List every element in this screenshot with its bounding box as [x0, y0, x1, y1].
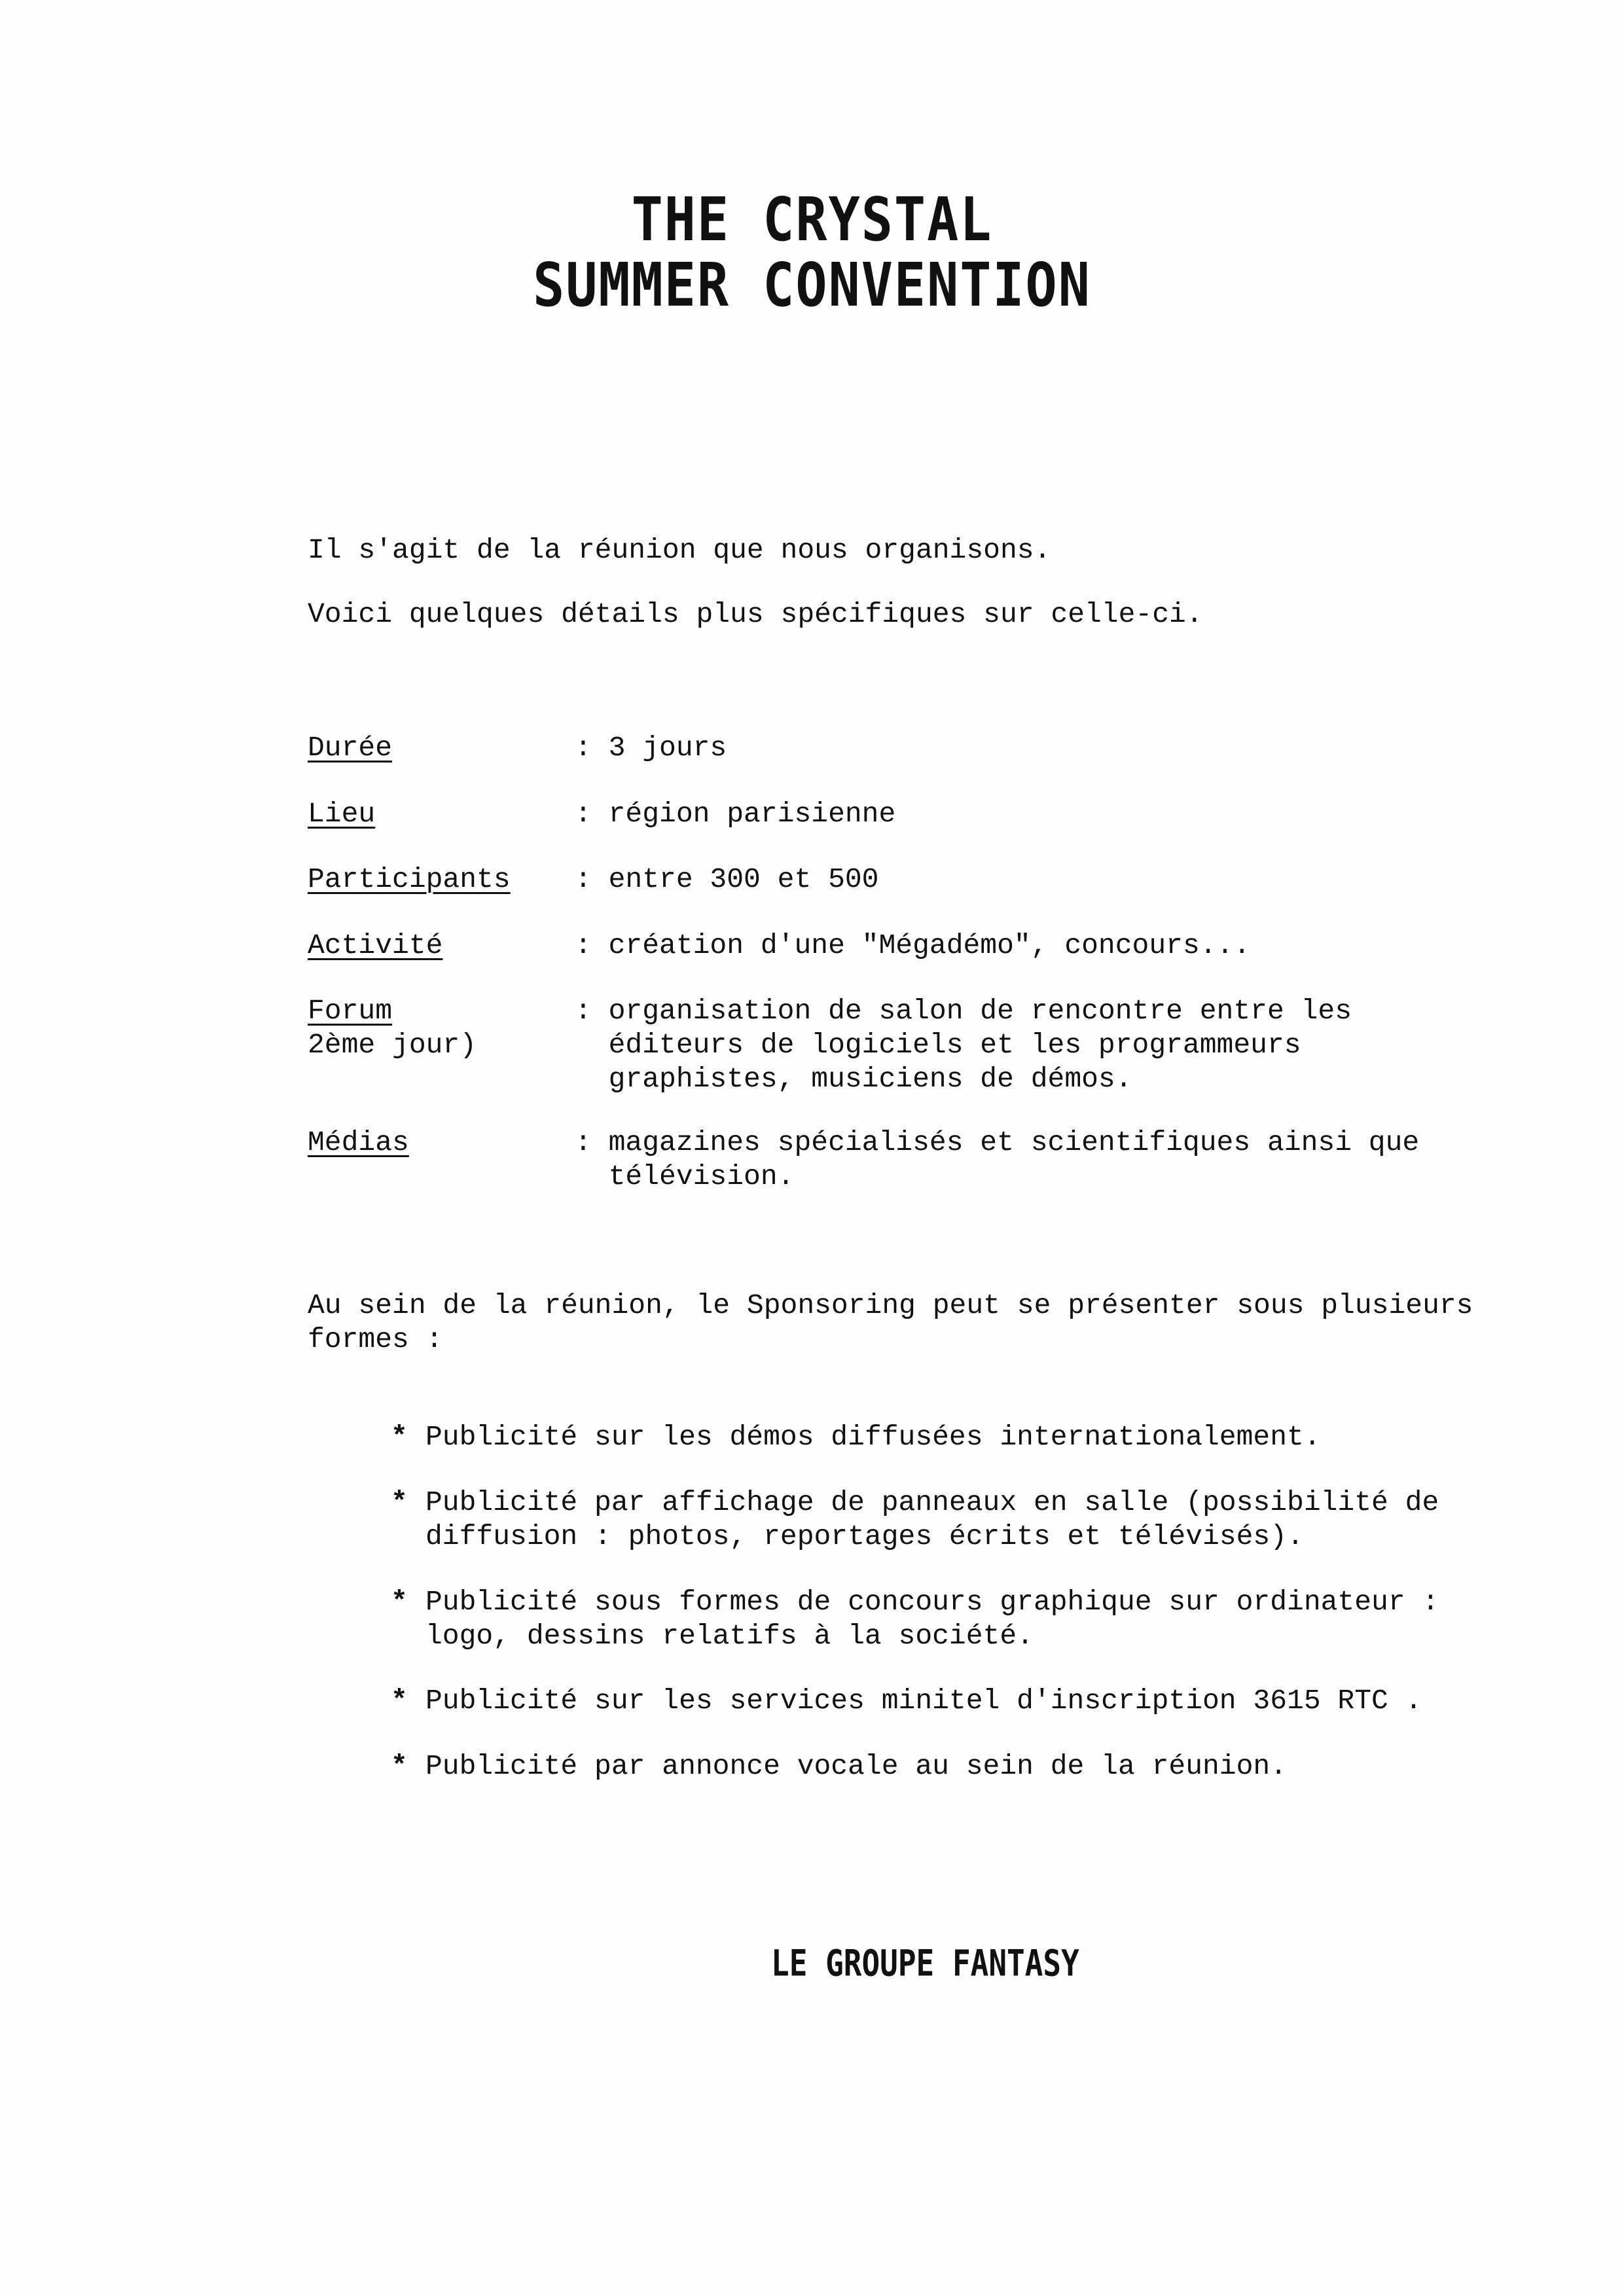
detail-value-activite: : création d'une "Mégadémo", concours... — [575, 929, 1251, 961]
detail-label-participants — [308, 863, 511, 897]
detail-label-text: Forum — [308, 995, 393, 1027]
intro-line-2: Voici quelques détails plus spécifiques sur celle-ci. — [308, 598, 1203, 630]
intro-line-1: Il s'agit de la réunion que nous organisons. — [308, 534, 1051, 566]
title-line-1: THE CRYSTAL — [631, 185, 993, 255]
bullet-star: * — [391, 1750, 408, 1782]
detail-label-activite — [308, 929, 442, 963]
bullet-star: * — [391, 1421, 408, 1453]
detail-value-lieu: : région parisienne — [575, 798, 896, 830]
detail-value-participants: : entre 300 et 500 — [575, 863, 879, 895]
detail-label-text: Durée — [308, 732, 393, 764]
signature: LE GROUPE FANTASY — [771, 1942, 1079, 1984]
detail-value-medias: : magazines spécialisés et scientifiques ainsi que télévision. — [575, 1126, 1420, 1193]
bullet-item: Publicité par annonce vocale au sein de la réunion. — [425, 1750, 1288, 1782]
detail-label-text: Médias — [308, 1126, 409, 1158]
bullet-star: * — [391, 1586, 408, 1618]
detail-value-forum: : organisation de salon de rencontre entre les éditeurs de logiciels et les programmeurs graphistes, musiciens de démos. — [575, 995, 1352, 1095]
bullet-item: Publicité sur les démos diffusées internationalement. — [425, 1421, 1321, 1453]
bullet-item: Publicité sur les services minitel d'inscription 3615 RTC . — [425, 1685, 1422, 1717]
detail-label-medias — [308, 1126, 409, 1160]
bullet-item: Publicité par affichage de panneaux en salle (possibilité de diffusion : photos, reportages écrits et télévisés). — [425, 1486, 1439, 1552]
detail-label-subtext: 2ème jour) — [308, 1029, 477, 1061]
detail-label-text: Lieu — [308, 798, 376, 830]
detail-label-text: Participants — [308, 863, 511, 895]
detail-label-lieu — [308, 797, 375, 831]
sponsoring-intro: Au sein de la réunion, le Sponsoring peut se présenter sous plusieurs formes : — [308, 1289, 1473, 1355]
detail-label-forum — [308, 994, 477, 1062]
title-line-2: SUMMER CONVENTION — [533, 250, 1091, 320]
bullet-item: Publicité sous formes de concours graphique sur ordinateur : logo, dessins relatifs à la société. — [425, 1586, 1439, 1652]
bullet-star: * — [391, 1486, 408, 1518]
bullet-star: * — [391, 1685, 408, 1717]
detail-label-duree — [308, 731, 392, 765]
detail-label-text: Activité — [308, 929, 443, 961]
detail-value-duree: : 3 jours — [575, 732, 727, 764]
